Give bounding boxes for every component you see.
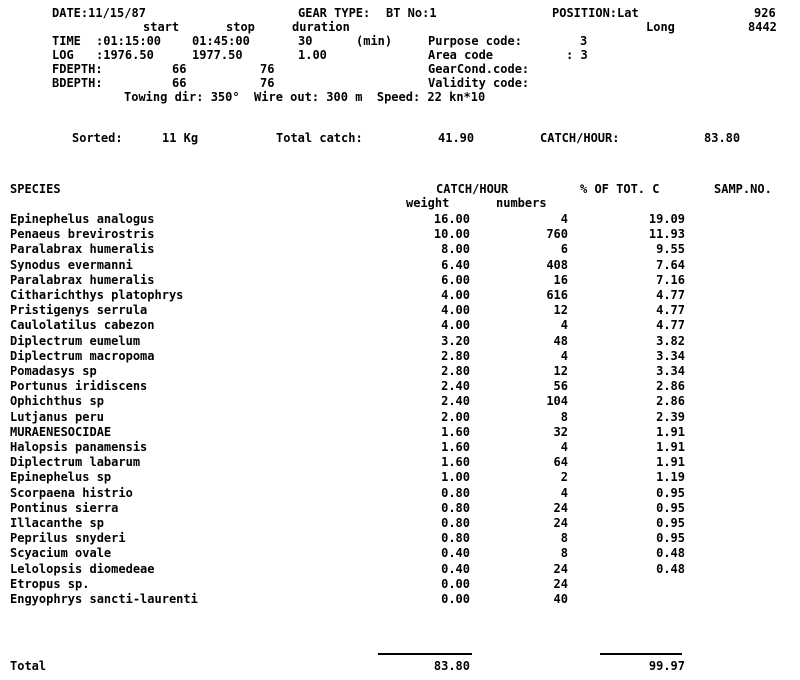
weight-value: 4.00 (441, 318, 470, 333)
pct-value: 2.86 (656, 379, 685, 394)
time-stop: 01:45:00 (192, 34, 250, 48)
weight-value: 0.40 (441, 546, 470, 561)
weight-value: 6.40 (441, 257, 470, 272)
weight-value: 8.00 (441, 242, 470, 257)
pct-value: 0.95 (656, 485, 685, 500)
bdepth-label: BDEPTH: (52, 76, 103, 90)
purpose-code-value: 3 (580, 34, 588, 48)
pct-total-column-header: % OF TOT. C (580, 182, 660, 196)
species-name: Epinephelus analogus (10, 212, 155, 226)
numbers-column-header: numbers (496, 196, 547, 210)
catch-hour-value: 83.80 (704, 131, 741, 145)
species-name: Diplectrum macropoma (10, 348, 155, 363)
weight-value: 4.00 (441, 288, 470, 302)
log-label: LOG (52, 48, 74, 62)
table-row (0, 410, 800, 425)
numbers-value: 12 (553, 364, 568, 378)
numbers-value: 2 (560, 470, 568, 485)
species-column-header: SPECIES (10, 182, 61, 196)
pct-value: 1.91 (656, 424, 685, 439)
weight-value: 1.60 (441, 455, 470, 470)
numbers-value: 8 (560, 546, 568, 561)
table-row (0, 273, 800, 288)
pct-value: 4.77 (656, 318, 685, 333)
weight-value: 2.40 (441, 379, 470, 394)
pct-value: 0.95 (656, 500, 685, 515)
numbers-value: 64 (553, 455, 568, 470)
pct-value: 2.39 (656, 409, 685, 424)
table-row (0, 501, 800, 516)
pct-value: 3.34 (656, 348, 685, 363)
fdepth-start: 66 (172, 62, 187, 76)
pct-value: 2.86 (656, 394, 685, 409)
table-row (0, 546, 800, 561)
weight-value: 0.40 (441, 561, 470, 576)
pct-value: 1.91 (656, 440, 685, 454)
species-name: Synodus evermanni (10, 257, 133, 272)
table-row (0, 486, 800, 501)
gear-type-value: BT No:1 (386, 6, 437, 20)
sorted-label: Sorted: (72, 131, 123, 145)
position-label: POSITION:Lat (552, 6, 639, 20)
species-name: Etropus sp. (10, 576, 90, 591)
numbers-value: 16 (553, 272, 568, 287)
species-name: Peprilus snyderi (10, 531, 126, 546)
pct-value: 0.48 (656, 546, 685, 561)
area-code-value: : 3 (566, 48, 588, 62)
area-code-label: Area code (428, 48, 494, 62)
numbers-value: 6 (560, 242, 568, 257)
table-row (0, 562, 800, 577)
log-stop: 1977.50 (192, 48, 243, 62)
time-label: TIME (52, 34, 81, 48)
table-row (0, 394, 800, 409)
numbers-value: 12 (553, 303, 568, 318)
pct-value: 1.19 (656, 470, 685, 485)
weight-value: 1.00 (441, 470, 470, 485)
samp-no-column-header: SAMP.NO. (714, 182, 772, 196)
validity-code-label: Validity code: (428, 76, 530, 90)
pct-value: 0.48 (656, 561, 685, 576)
date-value: 11/15/87 (88, 6, 146, 20)
duration-column-label: duration (292, 20, 350, 34)
numbers-value: 24 (553, 561, 568, 576)
numbers-value: 8 (560, 409, 568, 424)
time-unit: (min) (356, 34, 393, 48)
weight-value: 0.00 (441, 592, 470, 606)
species-name: Diplectrum labarum (10, 455, 141, 470)
fdepth-label: FDEPTH: (52, 62, 103, 76)
weight-total-rule (378, 653, 472, 655)
table-row (0, 516, 800, 531)
total-catch-label: Total catch: (276, 131, 363, 145)
numbers-value: 4 (560, 318, 568, 333)
time-start: :01:15:00 (96, 34, 162, 48)
total-pct-value: 99.97 (648, 659, 685, 673)
species-name: Pontinus sierra (10, 500, 119, 515)
numbers-value: 4 (560, 348, 568, 363)
table-row (0, 349, 800, 364)
species-name: Diplectrum eumelum (10, 333, 141, 348)
species-name: Illacanthe sp (10, 516, 104, 530)
species-name: Scyacium ovale (10, 546, 112, 561)
purpose-code-label: Purpose code: (428, 34, 522, 48)
weight-value: 0.00 (441, 576, 470, 591)
log-diff: 1.00 (298, 48, 327, 62)
species-name: MURAENESOCIDAE (10, 424, 112, 439)
species-name: Lutjanus peru (10, 409, 104, 424)
table-row (0, 425, 800, 440)
stop-column-label: stop (226, 20, 255, 34)
pct-value: 3.34 (656, 364, 685, 378)
weight-value: 3.20 (441, 333, 470, 348)
pct-value: 9.55 (656, 242, 685, 257)
table-row (0, 531, 800, 546)
numbers-value: 24 (553, 516, 568, 530)
weight-value: 6.00 (441, 272, 470, 287)
table-row (0, 242, 800, 257)
table-row (0, 592, 800, 607)
numbers-value: 56 (553, 379, 568, 394)
numbers-value: 4 (560, 485, 568, 500)
table-row (0, 288, 800, 303)
pct-value: 11.93 (648, 227, 685, 242)
table-row (0, 303, 800, 318)
table-row (0, 440, 800, 455)
species-name: Halopsis panamensis (10, 440, 148, 454)
catch-hour-label: CATCH/HOUR: (540, 131, 620, 145)
pct-value: 19.09 (648, 212, 685, 226)
species-name: Lelolopsis diomedeae (10, 561, 155, 576)
species-name: Pomadasys sp (10, 364, 97, 378)
numbers-value: 408 (546, 257, 568, 272)
numbers-value: 616 (546, 288, 568, 302)
species-name: Pristigenys serrula (10, 303, 148, 318)
total-catch-value: 41.90 (438, 131, 475, 145)
bdepth-stop: 76 (260, 76, 275, 90)
longitude-label: Long (646, 20, 675, 34)
species-name: Ophichthus sp (10, 394, 104, 409)
pct-value: 4.77 (656, 303, 685, 318)
log-start: :1976.50 (96, 48, 154, 62)
numbers-value: 8 (560, 531, 568, 546)
numbers-value: 48 (553, 333, 568, 348)
numbers-value: 24 (553, 576, 568, 591)
species-name: Penaeus brevirostris (10, 227, 155, 242)
table-row (0, 470, 800, 485)
towing-line: Towing dir: 350° Wire out: 300 m Speed: 22 kn*10 (124, 90, 486, 104)
longitude-value: 8442 (748, 20, 777, 34)
numbers-value: 32 (553, 424, 568, 439)
pct-total-rule (600, 653, 682, 655)
species-name: Paralabrax humeralis (10, 242, 155, 257)
sorted-value: 11 Kg (162, 131, 199, 145)
table-row (0, 258, 800, 273)
catch-hour-column-header: CATCH/HOUR (436, 182, 509, 196)
weight-value: 16.00 (433, 212, 470, 226)
weight-value: 2.80 (441, 364, 470, 378)
weight-column-header: weight (406, 196, 450, 210)
numbers-value: 104 (546, 394, 568, 409)
date-label: DATE:11/15/87 (52, 6, 146, 20)
pct-value: 1.91 (656, 455, 685, 470)
table-row (0, 577, 800, 592)
table-row (0, 334, 800, 349)
pct-value: 7.64 (656, 257, 685, 272)
weight-value: 2.80 (441, 348, 470, 363)
gearcond-code-label: GearCond.code: (428, 62, 530, 76)
numbers-value: 40 (553, 592, 568, 606)
pct-value: 0.95 (656, 531, 685, 546)
total-weight-value: 83.80 (433, 659, 470, 673)
table-row (0, 227, 800, 242)
species-name: Epinephelus sp (10, 470, 112, 485)
numbers-value: 760 (546, 227, 568, 242)
weight-value: 1.60 (441, 440, 470, 454)
weight-value: 10.00 (433, 227, 470, 242)
pct-value: 0.95 (656, 516, 685, 530)
table-row (0, 212, 800, 227)
numbers-value: 4 (560, 212, 568, 226)
species-name: Scorpaena histrio (10, 485, 133, 500)
weight-value: 0.80 (441, 485, 470, 500)
pct-value: 4.77 (656, 288, 685, 302)
pct-value: 3.82 (656, 333, 685, 348)
fdepth-stop: 76 (260, 62, 275, 76)
species-name: Engyophrys sancti-laurenti (10, 592, 198, 606)
weight-value: 0.80 (441, 531, 470, 546)
species-name: Paralabrax humeralis (10, 272, 155, 287)
start-column-label: start (143, 20, 180, 34)
gear-type-label: GEAR TYPE: (298, 6, 371, 20)
total-label: Total (10, 659, 47, 673)
bdepth-start: 66 (172, 76, 187, 90)
table-row (0, 318, 800, 333)
latitude-value: 926 (754, 6, 776, 20)
weight-value: 0.80 (441, 516, 470, 530)
weight-value: 1.60 (441, 424, 470, 439)
time-duration: 30 (298, 34, 313, 48)
species-name: Caulolatilus cabezon (10, 318, 155, 333)
table-row (0, 364, 800, 379)
weight-value: 4.00 (441, 303, 470, 318)
species-name: Portunus iridiscens (10, 379, 148, 394)
table-row (0, 379, 800, 394)
numbers-value: 24 (553, 500, 568, 515)
weight-value: 2.00 (441, 409, 470, 424)
weight-value: 2.40 (441, 394, 470, 409)
species-name: Citharichthys platophrys (10, 288, 184, 302)
weight-value: 0.80 (441, 500, 470, 515)
numbers-value: 4 (560, 440, 568, 454)
pct-value: 7.16 (656, 272, 685, 287)
table-row (0, 455, 800, 470)
